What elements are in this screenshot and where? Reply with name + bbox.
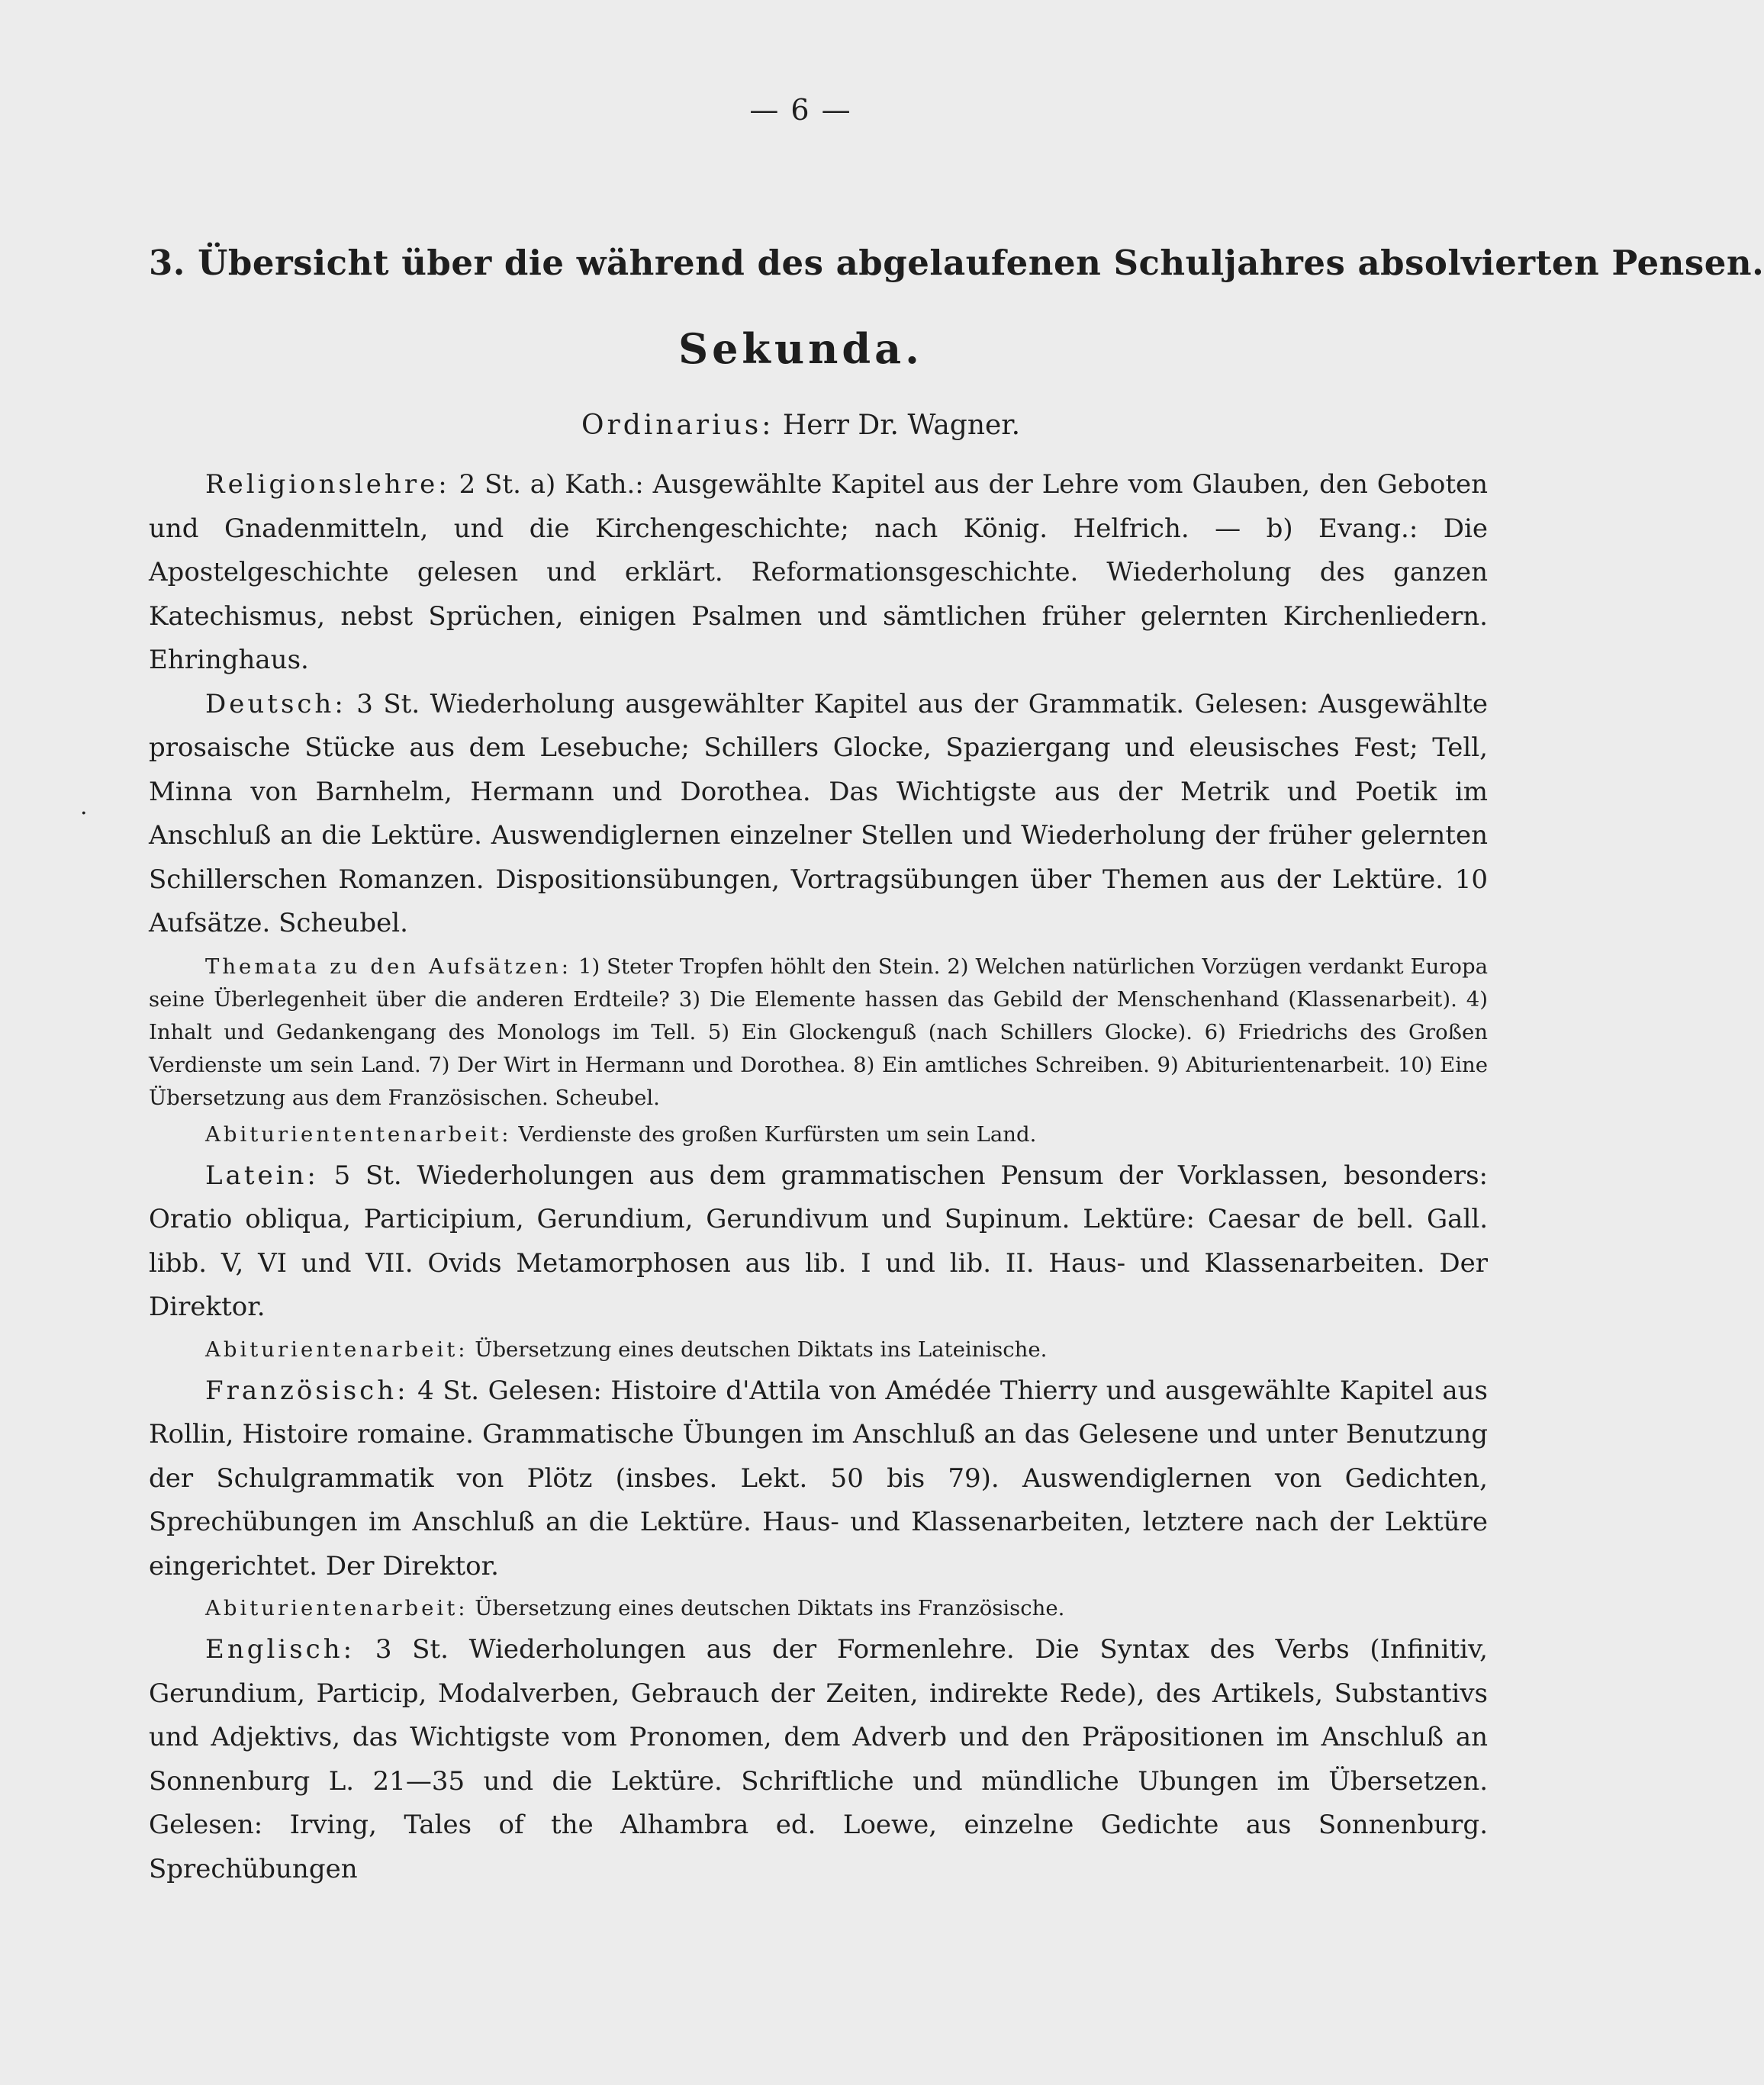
abitur-franzoesisch <box>149 1592 1488 1625</box>
abitur-label: Abiturientenarbeit: <box>205 1337 468 1362</box>
abitur-text: Übersetzung eines deutschen Diktats ins Französische. <box>475 1596 1065 1620</box>
subject-text: 4 St. Gelesen: Histoire d'Attila von Amédée Thierry und ausgewählte Kapitel aus Rollin, Histoire romaine. Grammatische Übungen im Anschluß an das Gelesene und unter Benutzung der Schulgrammatik von Plötz (insbes. Lekt. 50 bis 79). Auswendiglernen von Gedichten, Sprechübungen im Anschluß an die Lektüre. Haus- und Klassenarbeiten, letztere nach der Lektüre eingerichtet. Der Direktor. <box>149 1375 1488 1581</box>
subject-religion <box>149 463 1488 683</box>
subject-label: Französisch: <box>205 1375 409 1406</box>
subject-englisch <box>149 1628 1488 1891</box>
subject-label: Religionslehre: <box>205 469 450 500</box>
essay-topics <box>149 951 1488 1115</box>
abitur-label: Abiturientenarbeit: <box>205 1596 468 1620</box>
subject-label: Deutsch: <box>205 688 346 719</box>
subject-text: 2 St. a) Kath.: Ausgewählte Kapitel aus der Lehre vom Glauben, den Geboten und Gnadenmitteln, und die Kirchengeschichte; nach König. Helfrich. — b) Evang.: Die Apostelgeschichte gelesen und erklärt. Reformationsgeschichte. Wiederholung des ganzen Katechismus, nebst Sprüchen, einigen Psalmen und sämtlichen früher gelernten Kirchenliedern. Ehringhaus. <box>149 469 1489 675</box>
abitur-latein <box>149 1334 1488 1366</box>
subject-text: 3 St. Wiederholung ausgewählter Kapitel aus der Grammatik. Gelesen: Ausgewählte prosaische Stücke aus dem Lesebuche; Schillers Glocke, Spaziergang und eleusisches Fest; Tell, Minna von Barnhelm, Hermann und Dorothea. Das Wichtigste aus der Metrik und Poetik im Anschluß an die Lektüre. Auswendiglernen einzelner Stellen und Wiederholung der früher gelernten Schillerschen Romanzen. Dispositionsübungen, Vortragsübungen über Themen aus der Lektüre. 10 Aufsätze. Scheubel. <box>149 688 1488 938</box>
ordinarius-line <box>0 410 1601 441</box>
curriculum-body <box>149 463 1488 1891</box>
themata-label: Themata zu den Aufsätzen: <box>205 954 571 979</box>
abitur-text: Verdienste des großen Kurfürsten um sein Land. <box>518 1121 1037 1147</box>
subject-franzoesisch <box>149 1369 1488 1589</box>
subject-text: 5 St. Wiederholungen aus dem grammatischen Pensum der Vorklassen, besonders: Oratio obliqua, Participium, Gerundium, Gerundivum und Supinum. Lektüre: Caesar de bell. Gall. libb. V, VI und VII. Ovids Metamorphosen aus lib. I und lib. II. Haus- und Klassenarbeiten. Der Direktor. <box>149 1160 1488 1322</box>
subject-text: 3 St. Wiederholungen aus der Formenlehre. Die Syntax des Verbs (Infinitiv, Gerundium, Particip, Modalverben, Gebrauch der Zeiten, indirekte Rede), des Artikels, Substantivs und Adjektivs, das Wichtigste vom Pronomen, dem Adverb und den Präpositionen im Anschluß an Sonnenburg L. 21—35 und die Lektüre. Schriftliche und mündliche Ubungen im Übersetzen. Gelesen: Irving, Tales of the Alhambra ed. Loewe, einzelne Gedichte aus Sonnenburg. Sprechübungen <box>149 1634 1488 1884</box>
abitur-deutsch <box>149 1118 1488 1151</box>
class-title: Sekunda. <box>678 324 923 373</box>
margin-dot: . <box>80 793 88 820</box>
abitur-text: Übersetzung eines deutschen Diktats ins Lateinische. <box>475 1337 1048 1362</box>
themata-text: 1) Steter Tropfen höhlt den Stein. 2) Welchen natürlichen Vorzügen verdankt Europa seine Überlegenheit über die anderen Erdteile? 3) Die Elemente hassen das Gebild der Menschenhand (Klassenarbeit). 4) Inhalt und Gedankengang des Monologs im Tell. 5) Ein Glockenguß (nach Schillers Glocke). 6) Friedrichs des Großen Verdienste um sein Land. 7) Der Wirt in Hermann und Dorothea. 8) Ein amtliches Schreiben. 9) Abiturientenarbeit. 10) Eine Übersetzung aus dem Französischen. Scheubel. <box>149 954 1488 1110</box>
subject-label: Latein: <box>205 1160 319 1191</box>
ordinarius-value: Herr Dr. Wagner. <box>782 410 1021 441</box>
subject-latein <box>149 1154 1488 1330</box>
section-heading: 3. Übersicht über die während des abgelaufenen Schuljahres absolvierten Pensen. <box>149 243 1764 283</box>
subject-deutsch <box>149 683 1488 946</box>
subject-label: Englisch: <box>205 1634 356 1665</box>
page-number: — 6 — <box>749 93 852 127</box>
ordinarius-label: Ordinarius: <box>581 410 774 441</box>
abitur-label: Abituriententenarbeit: <box>205 1121 512 1147</box>
